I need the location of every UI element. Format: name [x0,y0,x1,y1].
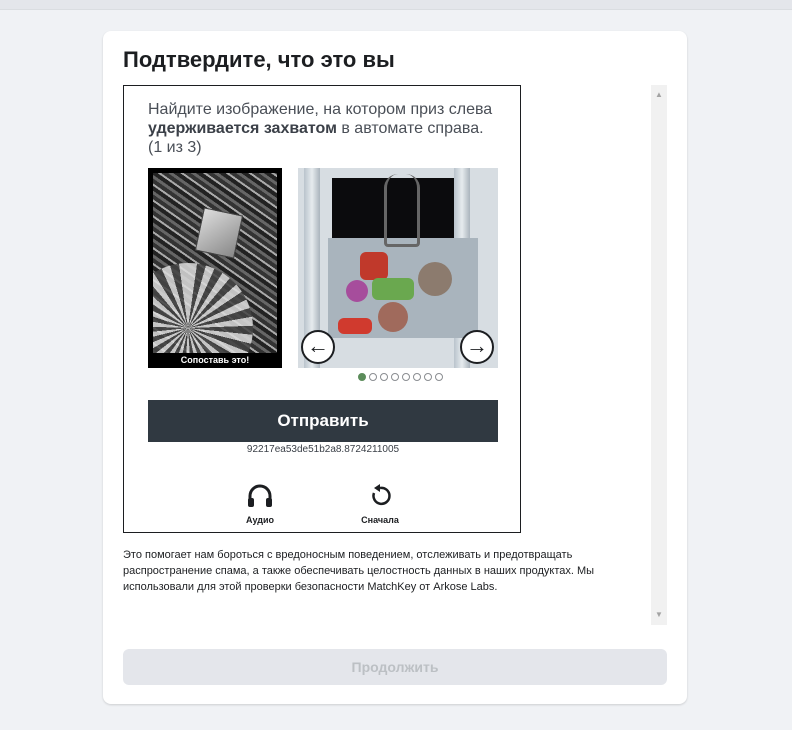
next-image-button[interactable] [460,330,494,364]
pager-dot[interactable] [402,373,410,381]
verification-card [103,31,687,704]
scroll-down-icon[interactable]: ▼ [655,610,663,619]
disclaimer-text: Это помогает нам бороться с вредоносным поведением, отслеживать и предотвращать распространение спама, а также обеспечивать целостность данных в наших продуктах. Мы использовали для этой проверки безопасности MatchKey от Arkose Labs. [123,549,595,593]
captcha-frame [123,85,521,533]
pager-dot[interactable] [413,373,421,381]
instruction-text-end: в автомате справа. [336,120,484,137]
prize-brown [418,262,452,296]
pager-dot[interactable] [391,373,399,381]
prize-red [360,252,388,280]
prize-red-box [338,318,372,334]
image-pager [358,373,443,383]
prize-purple [346,280,368,302]
scroll-up-icon[interactable]: ▲ [655,90,663,99]
gift-prize [195,207,243,258]
top-bar [0,0,792,10]
claw [384,174,420,247]
headphones-icon [247,484,273,508]
submit-button[interactable]: Отправить [148,400,498,442]
scrollbar[interactable] [651,85,667,625]
continue-button[interactable]: Продолжить [123,649,667,685]
instruction-text: Найдите изображение, на котором приз слева [148,101,493,118]
reference-wheel [153,263,253,353]
restart-button[interactable] [350,484,410,525]
prize-green [372,278,414,300]
pager-dot[interactable] [358,373,366,381]
captcha-instruction [148,100,508,157]
instruction-emphasis: удерживается захватом [148,120,337,137]
pager-dot[interactable] [380,373,388,381]
arrow-right-icon: → [466,333,488,358]
page-title: Подтвердите, что это вы [123,47,395,72]
reference-label: Сопоставь это! [151,354,279,366]
session-id: 92217ea53de51b2a8.8724211005 [246,444,400,455]
prev-image-button[interactable] [301,330,335,364]
audio-button[interactable] [230,484,290,525]
reference-picture [153,173,277,353]
restart-icon [368,484,392,508]
arrow-left-icon: ← [307,333,329,358]
pager-dot[interactable] [369,373,377,381]
prize-ball [378,302,408,332]
audio-label: Аудио [245,515,275,525]
pager-dot[interactable] [435,373,443,381]
pager-dot[interactable] [424,373,432,381]
restart-label: Сначала [361,515,399,525]
reference-image [148,168,282,368]
captcha-progress: (1 из 3) [148,139,202,156]
